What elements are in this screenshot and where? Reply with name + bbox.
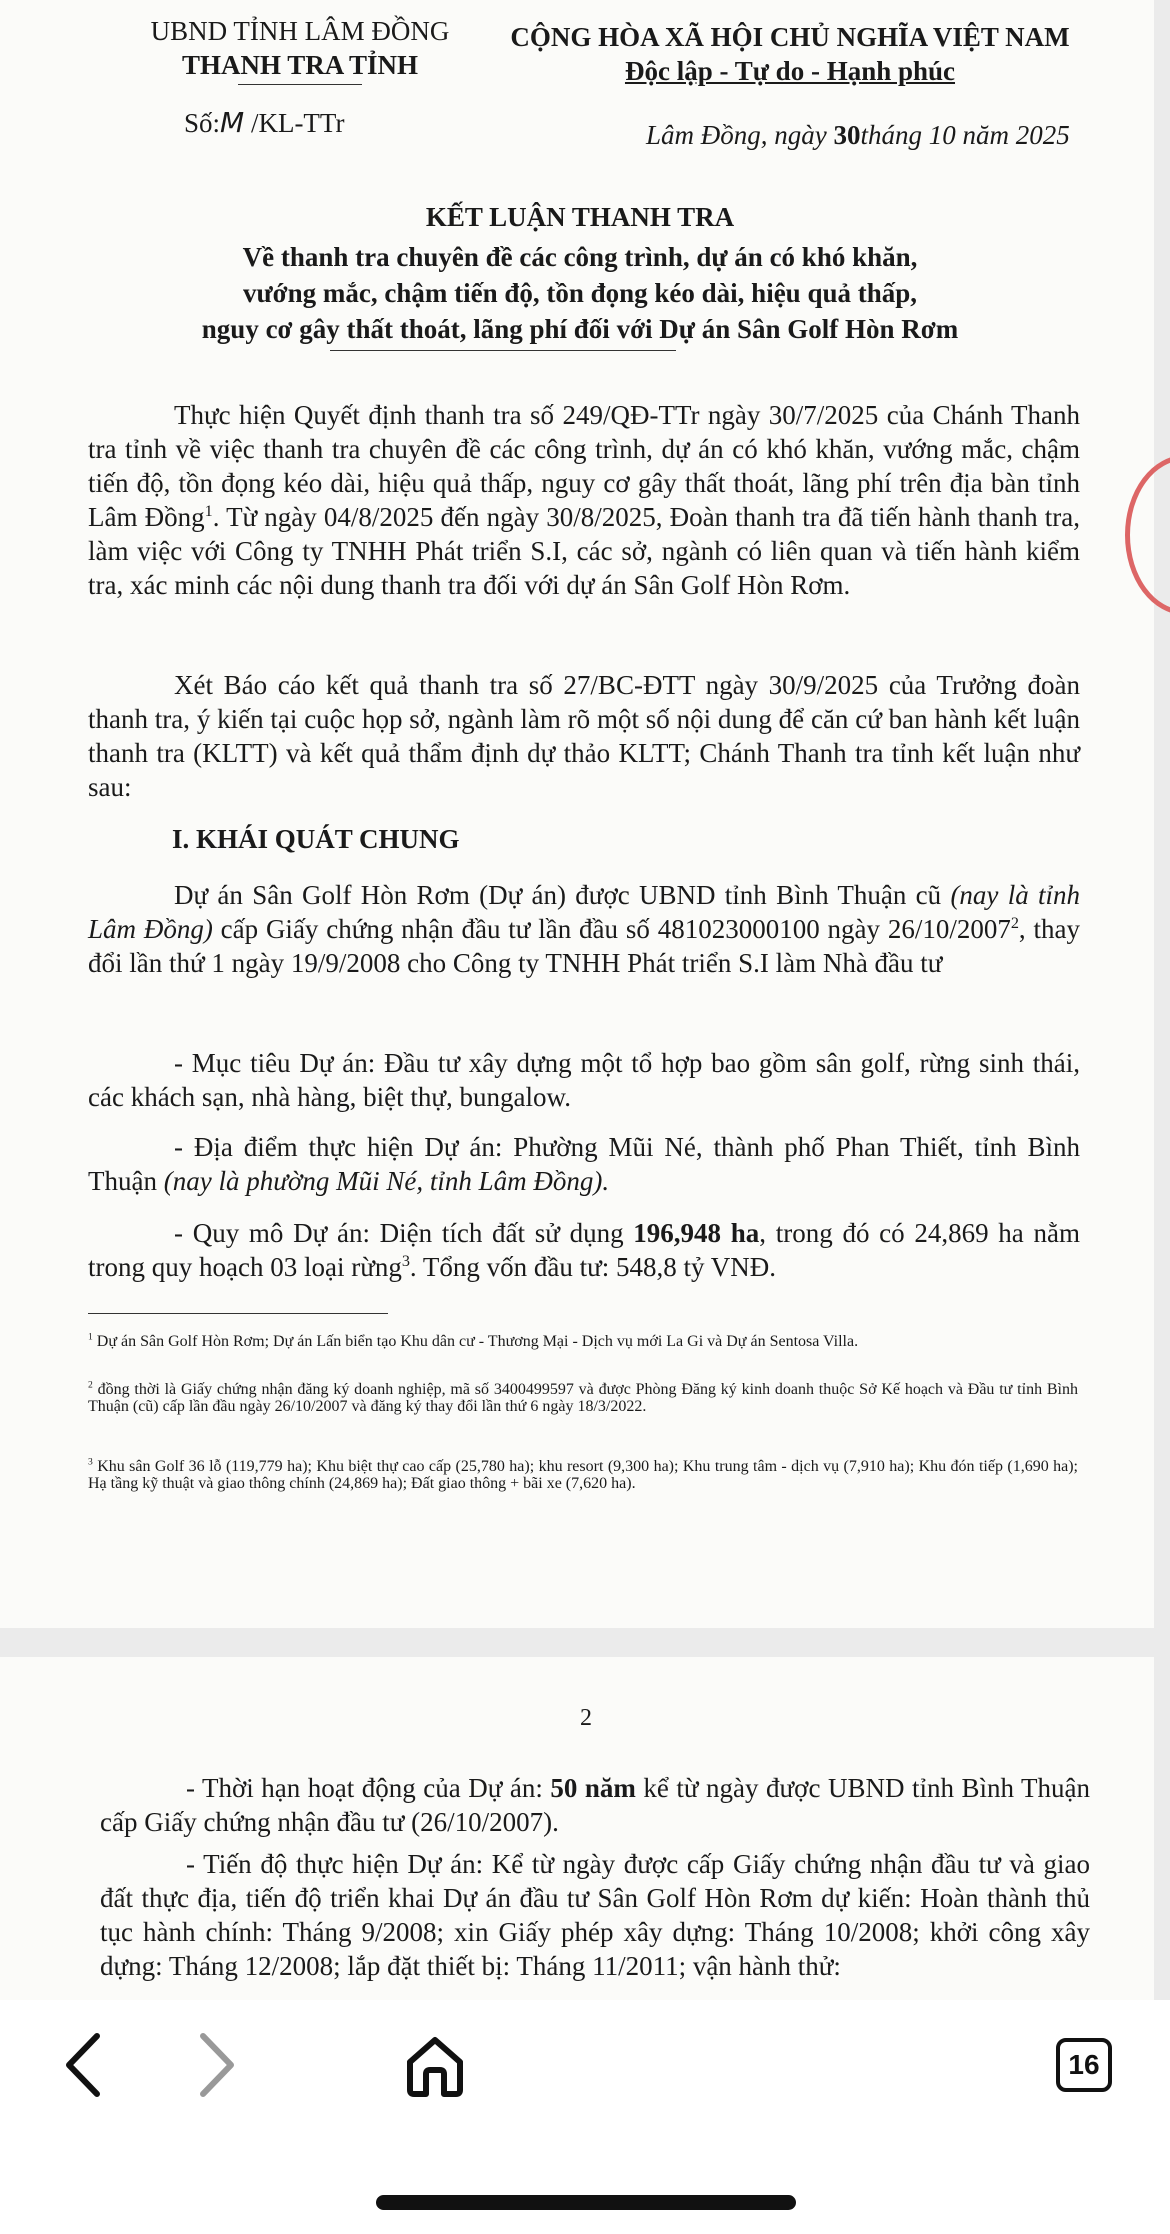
page2-paragraph-1: - Thời hạn hoạt động của Dự án: 50 năm kể từ ngày được UBND tỉnh Bình Thuận cấp Giấy chứng nhận đầu tư (26/10/2007).: [100, 1773, 1090, 1837]
footnote-ref-2: 2: [1010, 914, 1019, 932]
document-subtitle-line3: nguy cơ gây thất thoát, lãng phí đối với Dự án Sân Golf Hòn Rơm: [201, 314, 959, 344]
date-prefix: Lâm Đồng, ngày: [646, 120, 834, 150]
home-indicator[interactable]: [376, 2195, 796, 2210]
forward-arrow-icon: [185, 2030, 245, 2100]
tab-count: 16: [1068, 2049, 1100, 2080]
document-page-2: [0, 1657, 1154, 2000]
paragraph-3-italic: (nay là tỉnh Lâm Đồng): [88, 880, 1080, 944]
page2-duration-bold: 50 năm: [550, 1773, 636, 1803]
footnote-3: $^3$ Khu sân Golf 36 lỗ (119,779 ha); Khu biệt thự cao cấp (25,780 ha); khu resort (9,300 ha); Khu trung tâm - dịch vụ (7,910 ha); Khu đón tiếp (1,690 ha); Hạ tầng kỹ thuật và giao thông chính (24,869 ha); Đất giao thông + bãi xe (7,620 ha).: [88, 1456, 1078, 1492]
bullet-scale-area: 196,948 ha: [633, 1218, 760, 1248]
agency-subname: THANH TRA TỈNH: [181, 50, 419, 80]
bullet-location-italic: (nay là phường Mũi Né, tỉnh Lâm Đồng).: [163, 1166, 610, 1196]
agency-name: UBND TỈNH LÂM ĐỒNG: [150, 16, 450, 46]
date-suffix: tháng 10 năm 2025: [860, 120, 1070, 150]
document-number-suffix: /KL-TTr: [244, 108, 345, 138]
home-icon: [400, 2030, 470, 2100]
footnote-separator: [88, 1313, 388, 1314]
back-button[interactable]: [40, 2020, 130, 2110]
paragraph-2: Xét Báo cáo kết quả thanh tra số 27/BC-ĐTT ngày 30/9/2025 của Trưởng đoàn thanh tra, ý kiến tại cuộc họp sở, ngành làm rõ một số nội dung để căn cứ ban hành kết luận thanh tra (KLTT) và kết quả thẩm định dự thảo KLTT; Chánh Thanh tra tỉnh kết luận như sau:: [88, 670, 1080, 802]
footnote-ref-1: 1: [204, 502, 213, 520]
paragraph-1: Thực hiện Quyết định thanh tra số 249/QĐ-TTr ngày 30/7/2025 của Chánh Thanh tra tỉnh về việc thanh tra chuyên đề các công trình, dự án có khó khăn, vướng mắc, chậm tiến độ, tồn đọng kéo dài, hiệu quả thấp, nguy cơ gây thất thoát, lãng phí trên địa bàn tỉnh Lâm Đồng$^1$. Từ ngày 04/8/2025 đến ngày 30/8/2025, Đoàn thanh tra đã tiến hành thanh tra, làm việc với Công ty TNHH Phát triển S.I, các sở, ngành có liên quan và tiến hành kiểm tra, xác minh các nội dung thanh tra đối với dự án Sân Golf Hòn Rơm.: [88, 400, 1080, 600]
footnote-ref-3: 3: [401, 1252, 410, 1270]
document-number-label: Số:: [184, 108, 221, 138]
bullet-objective: - Mục tiêu Dự án: Đầu tư xây dựng một tổ hợp bao gồm sân golf, rừng sinh thái, các khách sạn, nhà hàng, biệt thự, bungalow.: [88, 1048, 1080, 1112]
section-heading-1: I. KHÁI QUÁT CHUNG: [172, 824, 460, 854]
bullet-scale: - Quy mô Dự án: Diện tích đất sử dụng 196,948 ha, trong đó có 24,869 ha nằm trong quy hoạch 03 loại rừng$^3$. Tổng vốn đầu tư: 548,8 tỷ VNĐ.: [88, 1218, 1080, 1282]
forward-button[interactable]: [170, 2020, 260, 2110]
national-title: CỘNG HÒA XÃ HỘI CHỦ NGHĨA VIỆT NAM: [510, 22, 1070, 52]
red-seal-stamp: [1125, 455, 1170, 615]
document-subtitle-line2: vướng mắc, chậm tiến độ, tồn đọng kéo dài, hiệu quả thấp,: [242, 278, 918, 308]
date-day-handwritten: 30: [833, 120, 861, 150]
back-arrow-icon: [55, 2030, 115, 2100]
document-subtitle-line1: Về thanh tra chuyên đề các công trình, dự án có khó khăn,: [242, 242, 918, 272]
title-underline: [330, 350, 676, 351]
document-title: KẾT LUẬN THANH TRA: [425, 202, 735, 232]
document-date: [646, 118, 1070, 152]
national-motto: Độc lập - Tự do - Hạnh phúc: [624, 56, 956, 86]
footnote-2: $^2$ đồng thời là Giấy chứng nhận đăng ký doanh nghiệp, mã số 3400499597 và được Phòng Đăng ký kinh doanh thuộc Sở Kế hoạch và Đầu tư tỉnh Bình Thuận (cũ) cấp lần đầu ngày 26/10/2007 và đăng ký thay đổi lần thứ 6 ngày 18/3/2022.: [88, 1379, 1078, 1415]
home-button[interactable]: [390, 2020, 480, 2110]
document-number-handwritten: M: [220, 106, 245, 139]
agency-underline: [238, 84, 362, 85]
paragraph-3: Dự án Sân Golf Hòn Rơm (Dự án) được UBND tỉnh Bình Thuận cũ (nay là tỉnh Lâm Đồng) cấp Giấy chứng nhận đầu tư lần đầu số 481023000100 ngày 26/10/2007$^2$, thay đổi lần thứ 1 ngày 19/9/2008 cho Công ty TNHH Phát triển S.I làm Nhà đầu tư: [88, 880, 1080, 978]
page2-paragraph-2: - Tiến độ thực hiện Dự án: Kể từ ngày được cấp Giấy chứng nhận đầu tư và giao đất thực địa, tiến độ triển khai Dự án đầu tư Sân Golf Hòn Rơm dự kiến: Hoàn thành thủ tục hành chính: Tháng 9/2008; xin Giấy phép xây dựng: Tháng 10/2008; khởi công xây dựng: Tháng 12/2008; lắp đặt thiết bị: Tháng 11/2011; vận hành thử:: [100, 1849, 1090, 1981]
tabs-button[interactable]: [1056, 2038, 1112, 2092]
footnote-1: $^1$ Dự án Sân Golf Hòn Rơm; Dự án Lấn biển tạo Khu dân cư - Thương Mại - Dịch vụ mới La Gi và Dự án Sentosa Villa.: [88, 1331, 859, 1350]
page-number: 2: [580, 1705, 592, 1731]
document-number: [184, 106, 344, 140]
bullet-location: - Địa điểm thực hiện Dự án: Phường Mũi Né, thành phố Phan Thiết, tỉnh Bình Thuận (nay là phường Mũi Né, tỉnh Lâm Đồng).: [88, 1132, 1080, 1196]
